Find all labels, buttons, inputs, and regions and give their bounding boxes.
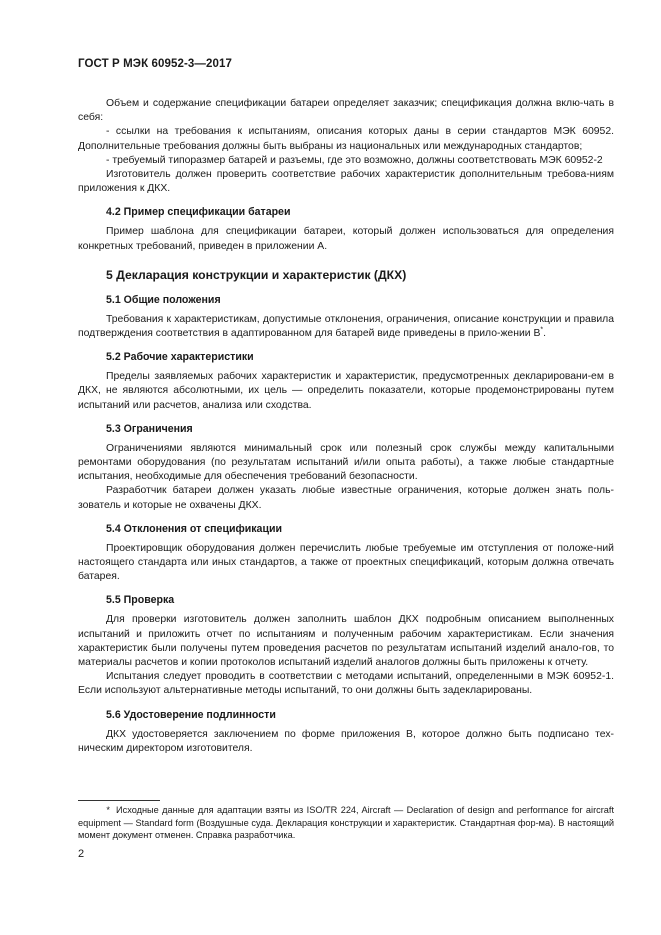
paragraph: [78, 613, 614, 670]
text: Изготовитель должен проверить соответствие рабочих характеристик дополнительным требова-ниям приложения к ДКХ.: [78, 169, 614, 195]
text: 5.3 Ограничения: [106, 422, 193, 435]
paragraph: [78, 728, 614, 756]
subsection-heading: [106, 205, 614, 219]
text: ДКХ удостоверяется заключением по форме приложения В, которое должно быть подписано тех-ническим директором изготовителя.: [78, 728, 614, 754]
text: Ограничениями являются минимальный срок или полезный срок службы между капитальными ремонтами оборудования (по результатам испытаний и/или опыта работы), а также любые стандартные испытания, необходимые для обеспечения требований безопасности.: [78, 442, 614, 483]
subsection-heading: [106, 422, 614, 436]
paragraph: [78, 670, 614, 698]
paragraph: [78, 484, 614, 512]
document-header: ГОСТ Р МЭК 60952-3—2017: [78, 58, 232, 70]
text: Объем и содержание спецификации батареи определяет заказчик; спецификация должна вклю-чать в себя:: [78, 98, 614, 124]
text: Для проверки изготовитель должен заполнить шаблон ДКХ подробным описанием выполненных испытаний и приложить отчет по испытаниям и полученным рабочим характеристикам. Если значения характеристик были получены путем проведения расчетов по результатам испытаний изделий анало-гов, то материалы расчетов и копии протоколов испытаний изделий аналогов должны быть приложены к отчету.: [78, 614, 614, 669]
text: Разработчик батареи должен указать любые известные ограничения, которые должен знать поль-зователь и которые не охвачены ДКХ.: [78, 485, 614, 511]
document-body: [78, 97, 614, 756]
text: 5.2 Рабочие характеристики: [106, 351, 254, 364]
footnote-text: Исходные данные для адаптации взяты из ISO/TR 224, Aircraft — Declaration of design and performance for aircraft equipment — Standard form (Воздушные суда. Декларация конструкции и характеристик. Стандартная фор-ма). В настоящий момент документ отменен. Справка разработчика.: [78, 805, 614, 841]
text: 5.1 Общие положения: [106, 293, 221, 306]
paragraph: [78, 542, 614, 585]
footnote: [78, 804, 614, 842]
footnote-reference: *: [540, 326, 544, 334]
paragraph: [78, 442, 614, 485]
section-heading: [106, 267, 614, 283]
paragraph: [78, 97, 614, 125]
text-tail: .: [543, 328, 546, 340]
page-number: 2: [78, 848, 85, 860]
text: Требования к характеристикам, допустимые отклонения, ограничения, описание конструкции и правила подтверждения соответствия в адаптированном для батарей виде приведены в прило-жении В: [78, 313, 614, 340]
text: 5.6 Удостоверение подлинности: [106, 708, 276, 721]
text: 5.5 Проверка: [106, 594, 175, 607]
text: Пример шаблона для спецификации батареи, который должен использоваться для определения конкретных требований, приведен в приложении А.: [78, 226, 614, 252]
footnote-marker: *: [106, 805, 110, 815]
text: Пределы заявляемых рабочих характеристик и характеристик, предусмотренных декларировани-ем в ДКХ, не являются абсолютными, их цель — определить показатели, которые продемонстрированы путем испытаний или расчетов, анализа или сходства.: [78, 371, 614, 411]
subsection-heading: [106, 593, 614, 607]
paragraph: [78, 125, 614, 153]
text: 5 Декларация конструкции и характеристик (ДКХ): [106, 267, 407, 282]
text: 5.4 Отклонения от спецификации: [106, 522, 282, 535]
subsection-heading: [106, 708, 614, 722]
subsection-heading: [106, 293, 614, 307]
text: Испытания следует проводить в соответствии с методами испытаний, определенными в МЭК 60952-1. Если используют альтернативные методы испытаний, то они должны быть задекларированы.: [78, 671, 614, 697]
text: - ссылки на требования к испытаниям, описания которых даны в серии стандартов МЭК 60952. Дополнительные требования должны быть выбраны из национальных или международных стандартов;: [78, 126, 614, 152]
subsection-heading: [106, 522, 614, 536]
text: - требуемый типоразмер батарей и разъемы, где это возможно, должны соответствовать МЭК 60952-2: [106, 154, 603, 166]
paragraph: [78, 313, 614, 341]
footnote-divider: [78, 800, 160, 801]
paragraph: [78, 370, 614, 413]
paragraph: [78, 168, 614, 196]
paragraph: [78, 225, 614, 253]
paragraph: [78, 154, 614, 168]
text: Проектировщик оборудования должен перечислить любые требуемые им отступления от положе-ний настоящего стандарта или иных стандартов, а также от проектных спецификаций, которым должна отвечать батарея.: [78, 542, 614, 583]
subsection-heading: [106, 350, 614, 364]
text: 4.2 Пример спецификации батареи: [106, 206, 291, 219]
